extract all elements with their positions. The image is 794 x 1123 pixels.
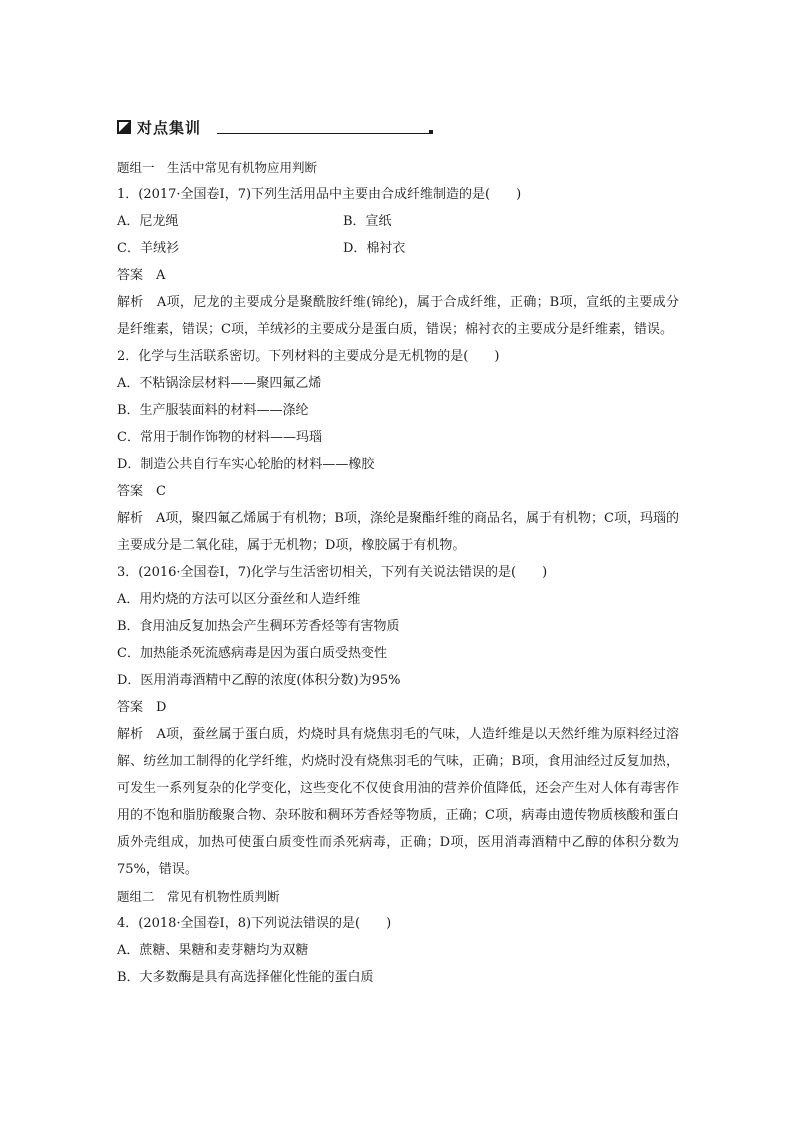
group-label-1: 题组一 生活中常见有机物应用判断: [117, 160, 318, 175]
option-b: B．生产服装面料的材料——涤纶: [117, 403, 309, 418]
question-stem: 4．(2018·全国卷Ⅰ，8)下列说法错误的是( ): [117, 916, 392, 931]
header-rule: [217, 133, 431, 134]
header-dot: [429, 130, 433, 134]
answer: 答案 D: [117, 700, 167, 715]
question-stem: 1．(2017·全国卷Ⅰ，7)下列生活用品中主要由合成纤维制造的是( ): [117, 187, 522, 202]
answer: 答案 A: [117, 268, 166, 283]
question-4: [117, 910, 679, 991]
option-c: C．加热能杀死流感病毒是因为蛋白质受热变性: [117, 646, 387, 661]
group-label-2: 题组二 常见有机物性质判断: [117, 889, 280, 904]
analysis: 解析 A项，聚四氟乙烯属于有机物；B项，涤纶是聚酯纤维的商品名，属于有机物；C项，玛瑙的主要成分是二氧化硅，属于无机物；D项，橡胶属于有机物。: [117, 511, 679, 553]
section-title: 对点集训: [137, 118, 202, 137]
question-2: [117, 343, 679, 559]
question-stem: 3．(2016·全国卷Ⅰ，7)化学与生活密切相关，下列有关说法错误的是( ): [117, 565, 548, 580]
analysis: 解析 A项，尼龙的主要成分是聚酰胺纤维(锦纶)，属于合成纤维，正确；B项，宣纸的主要成分是纤维素，错误；C项，羊绒衫的主要成分是蛋白质，错误；棉衬衣的主要成分是纤维素，错误。: [117, 295, 679, 337]
option-d: D．棉衬衣: [343, 241, 406, 256]
option-a: A．蔗糖、果糖和麦芽糖均为双糖: [117, 943, 309, 958]
option-b: B．大多数酶是具有高选择催化性能的蛋白质: [117, 970, 374, 985]
option-a: A．不粘锅涂层材料——聚四氟乙烯: [117, 376, 322, 391]
question-3: [117, 559, 679, 883]
analysis: 解析 A项，蚕丝属于蛋白质，灼烧时具有烧焦羽毛的气味，人造纤维是以天然纤维为原料经过溶解、纺丝加工制得的化学纤维，灼烧时没有烧焦羽毛的气味，正确；B项，食用油经过反复加热，可发生一系列复杂的化学变化，这些变化不仅使食用油的营养价值降低，还会产生对人体有毒害作用的不饱和脂肪酸聚合物、杂环胺和稠环芳香烃等物质，正确；C项，病毒由遗传物质核酸和蛋白质外壳组成，加热可使蛋白质变性而杀死病毒，正确；D项，医用消毒酒精中乙醇的体积分数为75%，错误。: [117, 727, 679, 877]
options-row: [117, 208, 679, 235]
document-page: [117, 114, 679, 991]
question-1: [117, 181, 679, 343]
option-c: C．羊绒衫: [117, 241, 179, 256]
content: [117, 154, 679, 991]
option-d: D．制造公共自行车实心轮胎的材料——橡胶: [117, 457, 375, 472]
option-d: D．医用消毒酒精中乙醇的浓度(体积分数)为95%: [117, 673, 401, 688]
answer: 答案 C: [117, 484, 166, 499]
option-a: A．用灼烧的方法可以区分蚕丝和人造纤维: [117, 592, 361, 607]
section-header: [117, 114, 679, 140]
option-c: C．常用于制作饰物的材料——玛瑙: [117, 430, 322, 445]
option-b: B．宣纸: [343, 214, 392, 229]
option-b: B．食用油反复加热会产生稠环芳香烃等有害物质: [117, 619, 400, 634]
option-a: A．尼龙绳: [117, 214, 179, 229]
options-row: [117, 235, 679, 262]
triangle-box-icon: [117, 120, 131, 134]
question-stem: 2．化学与生活联系密切。下列材料的主要成分是无机物的是( ): [117, 349, 500, 364]
